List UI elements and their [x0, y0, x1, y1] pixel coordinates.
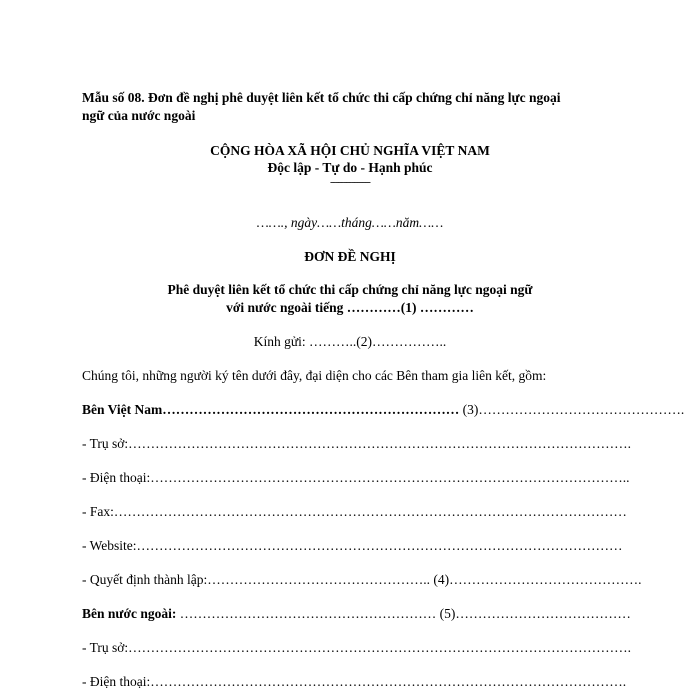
- vietnam-party-label: Bên Việt Nam: [82, 402, 163, 417]
- vietnam-field-establishment: - Quyết định thành lập:………………………………………….. (4)…………………………………….: [82, 572, 642, 587]
- foreign-party-label: Bên nước ngoài:: [82, 606, 177, 621]
- vietnam-field-phone: - Điện thoại:……………………………………………………………………………………………..: [82, 470, 630, 485]
- intro-paragraph: Chúng tôi, những người ký tên dưới đây, đại diện cho các Bên tham gia liên kết, gồm:: [82, 368, 547, 383]
- national-motto: Độc lập - Tự do - Hạnh phúc: [267, 160, 433, 175]
- foreign-party-rest: ………………………………………………… (5)…………………………………: [176, 606, 631, 621]
- vietnam-field-fax: - Fax:……………………………………………………………………………………………………: [82, 504, 627, 519]
- country-name: CỘNG HÒA XÃ HỘI CHỦ NGHĨA VIỆT NAM: [210, 143, 490, 158]
- foreign-field-phone: - Điện thoại:…………………………………………………………………………………………….: [82, 674, 627, 689]
- document-title: ĐƠN ĐỀ NGHỊ: [304, 249, 396, 264]
- foreign-field-address: - Trụ sở:………………………………………………………………………………………………….: [82, 640, 632, 655]
- form-label-line-1: Mẫu số 08. Đơn đề nghị phê duyệt liên kết tổ chức thi cấp chứng chỉ năng lực ngoại: [82, 90, 561, 105]
- vietnam-party-dots: …………………………………………………………: [162, 402, 460, 417]
- form-label-line-2: ngữ của nước ngoài: [82, 108, 196, 123]
- vietnam-party-rest: (3)……………………………………….: [459, 402, 685, 417]
- vietnam-party-line: [82, 402, 685, 418]
- vietnam-field-website: - Website:………………………………………………………………………………………………: [82, 538, 623, 553]
- foreign-party-line: [82, 606, 631, 622]
- date-line: ……., ngày……tháng……năm……: [256, 215, 444, 230]
- subtitle-line-1: Phê duyệt liên kết tổ chức thi cấp chứng chỉ năng lực ngoại ngữ: [167, 282, 533, 297]
- vietnam-field-address: - Trụ sở:………………………………………………………………………………………………….: [82, 436, 632, 451]
- subtitle-line-2: với nước ngoài tiếng …………(1) …………: [226, 300, 474, 315]
- recipient-line: Kính gửi: ………..(2)……………..: [253, 334, 447, 349]
- header-rule: ---------------: [330, 176, 370, 188]
